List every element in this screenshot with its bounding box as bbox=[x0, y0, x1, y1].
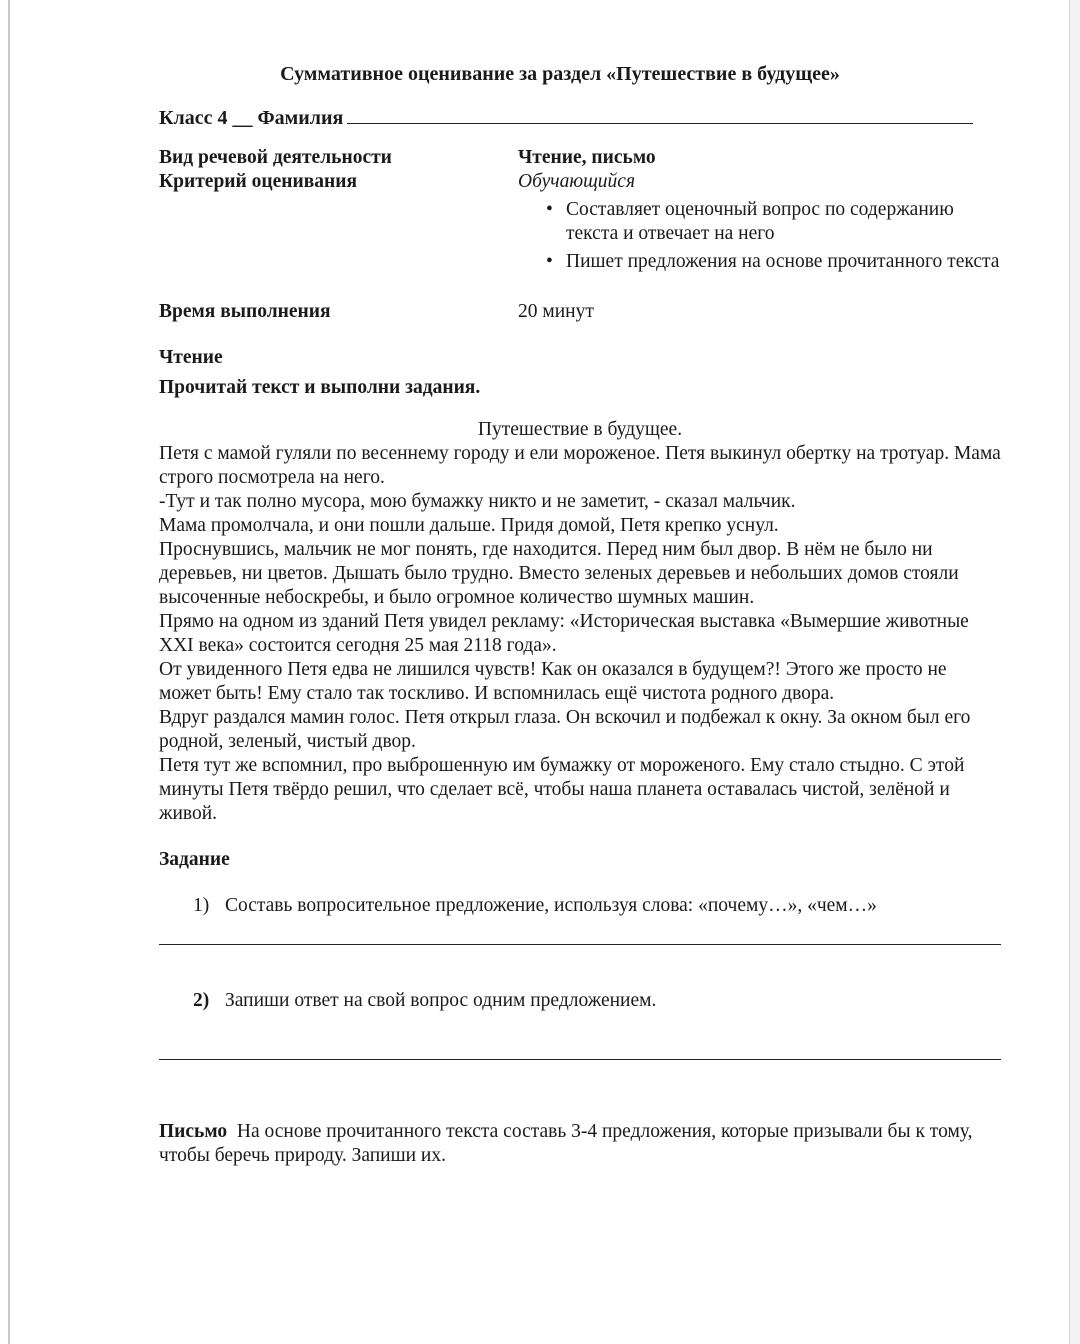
page-border-right bbox=[1069, 0, 1080, 1344]
surname-blank-line bbox=[347, 107, 973, 124]
activity-label: Вид речевой деятельности bbox=[159, 147, 392, 168]
task-number: 2) bbox=[193, 990, 210, 1011]
assessment-meta bbox=[159, 146, 1001, 278]
class-surname-row bbox=[159, 106, 1001, 130]
criteria-list bbox=[518, 198, 1001, 274]
document-page bbox=[159, 62, 1001, 1168]
task-text: Составь вопросительное предложение, используя слова: «почему…», «чем…» bbox=[225, 895, 877, 916]
story-title: Путешествие в будущее. bbox=[477, 419, 683, 440]
story-paragraph: Петя тут же вспомнил, про выброшенную им бумажку от мороженого. Ему стало стыдно. С этой минуты Петя твёрдо решил, что сделает всё, чтобы наша планета оставалась чистой, зелёной и живой. bbox=[159, 755, 965, 824]
story-paragraph: От увиденного Петя едва не лишился чувств! Как он оказался в будущем?! Этого же просто не может быть! Ему стало так тоскливо. И вспомнилась ещё чистота родного двора. bbox=[159, 659, 947, 704]
criteria-label: Критерий оценивания bbox=[159, 171, 358, 192]
story-paragraph: Петя с мамой гуляли по весеннему городу и ели мороженое. Петя выкинул обертку на тротуар. Мама строго посмотрела на него. bbox=[159, 443, 1001, 488]
story-paragraph: Проснувшись, мальчик не мог понять, где находится. Перед ним был двор. В нём не было ни деревьев, ни цветов. Дышать было трудно. Вместо зеленых деревьев и небольших домов стояли высоченные небоскребы, и было огромное количество шумных машин. bbox=[159, 539, 959, 608]
criteria-block bbox=[518, 170, 1001, 278]
criteria-value: Обучающийся bbox=[518, 171, 636, 192]
time-row bbox=[159, 300, 1001, 324]
page-border-left bbox=[8, 0, 10, 1344]
document-title: Суммативное оценивание за раздел «Путешествие в будущее» bbox=[280, 63, 840, 85]
time-label: Время выполнения bbox=[159, 301, 331, 322]
writing-task bbox=[159, 1120, 1001, 1168]
story-paragraph: Прямо на одном из зданий Петя увидел рекламу: «Историческая выставка «Вымершие животные XXI века» состоится сегодня 25 мая 2118 года». bbox=[159, 611, 969, 656]
answer-line-2[interactable] bbox=[159, 1059, 1001, 1060]
task-item-2 bbox=[159, 989, 1001, 1013]
story-paragraph: -Тут и так полно мусора, мою бумажку никто и не заметит, - сказал мальчик. bbox=[159, 491, 796, 512]
task-text: Запиши ответ на свой вопрос одним предложением. bbox=[225, 990, 657, 1011]
writing-label: Письмо bbox=[159, 1121, 228, 1142]
writing-text: На основе прочитанного текста составь 3-4 предложения, которые призывали бы к тому, чтобы беречь природу. Запиши их. bbox=[159, 1121, 973, 1166]
time-value: 20 минут bbox=[518, 301, 594, 322]
reading-heading: Чтение bbox=[159, 347, 223, 368]
story-paragraph: Мама промолчала, и они пошли дальше. Придя домой, Петя крепко уснул. bbox=[159, 515, 779, 536]
criteria-item: • Пишет предложения на основе прочитанного текста bbox=[546, 250, 1001, 274]
story-text bbox=[159, 442, 1001, 826]
activity-value: Чтение, письмо bbox=[518, 147, 656, 168]
answer-line-1[interactable] bbox=[159, 944, 1001, 945]
task-number: 1) bbox=[193, 895, 210, 916]
task-heading: Задание bbox=[159, 849, 230, 870]
criteria-item: • Составляет оценочный вопрос по содержанию текста и отвечает на него bbox=[546, 198, 1001, 246]
class-surname-label: Класс 4 __ Фамилия bbox=[159, 107, 344, 129]
story-paragraph: Вдруг раздался мамин голос. Петя открыл глаза. Он вскочил и подбежал к окну. За окном был его родной, зеленый, чистый двор. bbox=[159, 707, 971, 752]
task-item-1 bbox=[159, 894, 1001, 918]
reading-instruction: Прочитай текст и выполни задания. bbox=[159, 377, 481, 398]
